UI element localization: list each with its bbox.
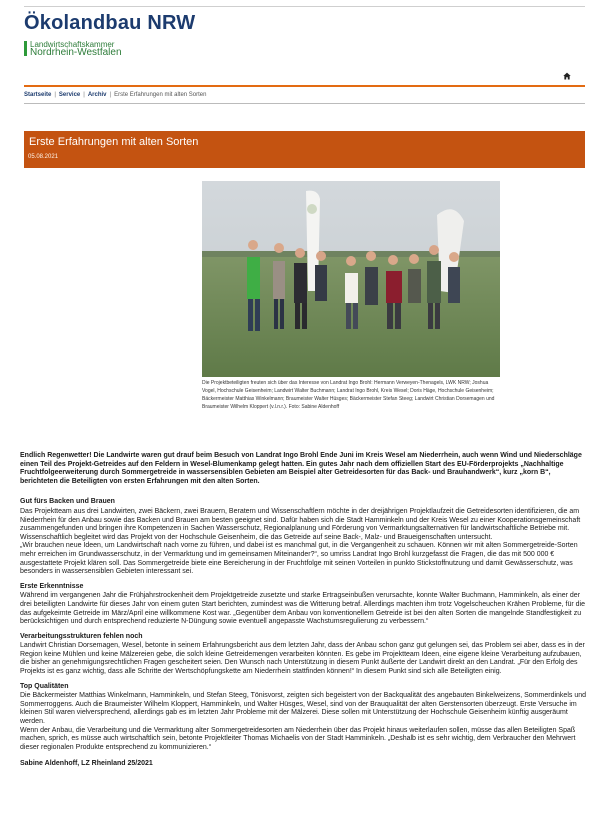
breadcrumb-divider	[24, 103, 585, 104]
section-heading: Gut fürs Backen und Brauen	[20, 498, 115, 506]
article-header	[24, 131, 585, 168]
section-heading: Top Qualitäten	[20, 682, 69, 690]
article-title: Erste Erfahrungen mit alten Sorten	[29, 136, 199, 148]
article-author: Sabine Aldenhoff, LZ Rheinland 25/2021	[20, 760, 153, 768]
section-heading: Verarbeitungsstrukturen fehlen noch	[20, 632, 143, 640]
photo-caption: Die Projektbeteiligten freuten sich über das Interesse von Landrat Ingo Brohl: Hermann Verweyen-Thenagels, LWK NRW; Joshua Vogel, Hochschule Geisenheim; Landwirt Walter Buchmann; Landrat Ingo Brohl, Kreis Wesel; Doris Häge, Hochschule Geisenheim; Bäckermeister Matthias Winkelmann; Braumeister Walter Hüsges; Bäckermeister Stefan Steeg; Landwirt Christian Dorsemagen und Braumeister Wilhelm Kloppert (v.l.n.r.). Foto: Sabine Aldenhoff	[202, 380, 495, 410]
paragraph: „Wir brauchen neue Ideen, um Landwirtschaft nach vorne zu führen, und dabei ist es manchmal gut, in die Vergangenheit zu schauen. Können wir mit alten Sommergetreide-Sorten mehr erreichen im Grundwasserschutz, in der Vermarktung und im gemeinsamen Miteinander?“, so umriss Landrat Ingo Brohl kurzgefasst die Fragen, die das mit 500 000 € ausgestattete Projekt klären soll. Das Sommergetreide biete eine Bereicherung in der Fruchtfolge mit seinen Vorteilen in punkto Stickstoffnutzung und damit Gewässerschutz, was besonders in wassersensiblen Gebieten interessant sei.	[20, 542, 578, 576]
nav-accent-bar	[24, 85, 585, 87]
paragraph: Während im vergangenen Jahr die Frühjahrstrockenheit dem Projektgetreide zusetzte und starke Ertragseinbußen verursachte, konnte Walter Buchmann, Hamminkeln, als einer der drei beteiligten Landwirte für dieses Jahr von einem guten Start berichten, zumindest was die Witterung betraf. Allerdings machten ihm trotz Vogelscheuchen Krähen Probleme, für die das aufgekeimte Getreide im März/April eine willkommene Kost war. „Gegenüber dem Anbau von konventionellem Getreide ist bei den alten Sorten die mangelnde Standfestigkeit zu berücksichtigen und durch entsprechend reduzierte N-Düngung sowie eventuell angepasste Wachstumsregulierung zu verbessern.“	[20, 592, 585, 626]
breadcrumb-current: Erste Erfahrungen mit alten Sorten	[114, 92, 207, 98]
breadcrumb-separator: |	[109, 92, 112, 98]
breadcrumb-separator: |	[83, 92, 85, 98]
breadcrumb-archiv[interactable]: Archiv	[87, 92, 107, 98]
site-title[interactable]: Ökolandbau NRW	[24, 12, 196, 34]
breadcrumb-service[interactable]: Service	[58, 92, 81, 98]
home-icon[interactable]	[563, 72, 571, 80]
top-rule	[24, 6, 585, 7]
breadcrumb-startseite[interactable]: Startseite	[24, 92, 52, 98]
logo-mark	[24, 41, 27, 56]
logo-line-2: Nordrhein-Westfalen	[30, 47, 122, 58]
article-photo[interactable]	[202, 181, 500, 377]
paragraph: Wenn der Anbau, die Verarbeitung und die Vermarktung alter Sommergetreidesorten am Niederrhein über das Projekt hinaus weiterlaufen sollen, müsse das allen Beteiligten Spaß machen, sprich, es müsse auch wirtschaftlich sein, betonte Projektleiter Thomas Michaelis von der Stadt Hamminkeln. „Deshalb ist es sehr wichtig, dem Verbraucher den Mehrwert dieser regionalen Produkte entsprechend zu kommunizieren.“	[20, 726, 576, 751]
article-date: 05.08.2021	[28, 154, 59, 160]
article-lead: Endlich Regenwetter! Die Landwirte waren gut drauf beim Besuch von Landrat Ingo Brohl Ende Juni im Kreis Wesel am Niederrhein, auch wenn Wind und Niederschläge einen Teil des Projekt-Getreides auf den Feldern in Wesel-Blumenkamp gelegt hatten. Ein gutes Jahr nach dem offiziellen Start des EU-Förderprojekts „Nachhaltige Fruchtfolgeerweiterung durch Sommergetreide in wassersensiblen Gebieten am Beispiel alter Getreidesorten für das Back- und Brauhandwerk“, kurz „korn B“, berichteten die Beteiligten von ersten Erfahrungen mit den alten Sorten.	[20, 452, 582, 485]
paragraph: Das Projektteam aus drei Landwirten, zwei Bäckern, zwei Brauern, Beratern und Wissenschaftlern möchte in der dreijährigen Projektlaufzeit die Getreidesorten identifizieren, die am Niederrhein für den Anbau sowie das Backen und Brauen am besten geeignet sind. Dafür haben sich die Stadt Hamminkeln und der Kreis Wesel zu einer Kooperationsgemeinschaft zusammengefunden und bringen ihre Kompetenzen in Sachen Wasserschutz, Regionalplanung und Förderung von Vermarktungsalternativen für landwirtschaftliche Betriebe mit. Wissenschaftlich begleitet wird das Projekt von der Hochschule Geisenheim, die das Getreide auf seine Back-, Malz- und Braueigenschaften untersucht.	[20, 507, 581, 541]
logo-line-1: Landwirtschaftskammer	[30, 40, 115, 49]
paragraph: Landwirt Christian Dorsemagen, Wesel, betonte in seinem Erfahrungsbericht aus dem letzten Jahr, dass der Anbau schon ganz gut gelungen sei, das Problem sei aber, dass es in der Region keine Mühlen und keine Mälzereien gebe, die solch kleine Getreidemengen verarbeiten könnten. Es gebe im Projektteam Ideen, eine eigene kleine Verarbeitung aufzubauen, die bisher an genehmigungsrechtlichen Fragen gescheitert seien. Den Wunsch nach Unterstützung in diesem Punkt äußerte der Landwirt direkt an den Landrat. „Für den Erfolg des Projekts ist es ganz wichtig, dass alle Schritte der Wertschöpfungskette am Niederrhein stattfinden können!“ In diesem Punkt sind sich alle Beteiligten einig.	[20, 642, 585, 676]
breadcrumb	[24, 92, 206, 98]
article-body	[20, 452, 588, 769]
breadcrumb-separator: |	[54, 92, 56, 98]
section-heading: Erste Erkenntnisse	[20, 582, 84, 590]
paragraph: Die Bäckermeister Matthias Winkelmann, Hamminkeln, und Stefan Steeg, Tönisvorst, zeigten sich begeistert von der Backqualität des angebauten Binkelweizens, Sommerdinkels und Sommerroggens. Auch die Braumeister Wilhelm Kloppert, Hamminkeln, und Walter Hüsges, Wesel, sind von der Brauqualität der alten Gerstensorten überzeugt. Erste Versuche im kleinen Stil waren vielversprechend, allerdings gab es im letzten Jahr Probleme mit der Mälzerei. Diese sollen mit Unterstützung der Hochschule Geisenheim künftig ausgeräumt werden.	[20, 692, 586, 726]
